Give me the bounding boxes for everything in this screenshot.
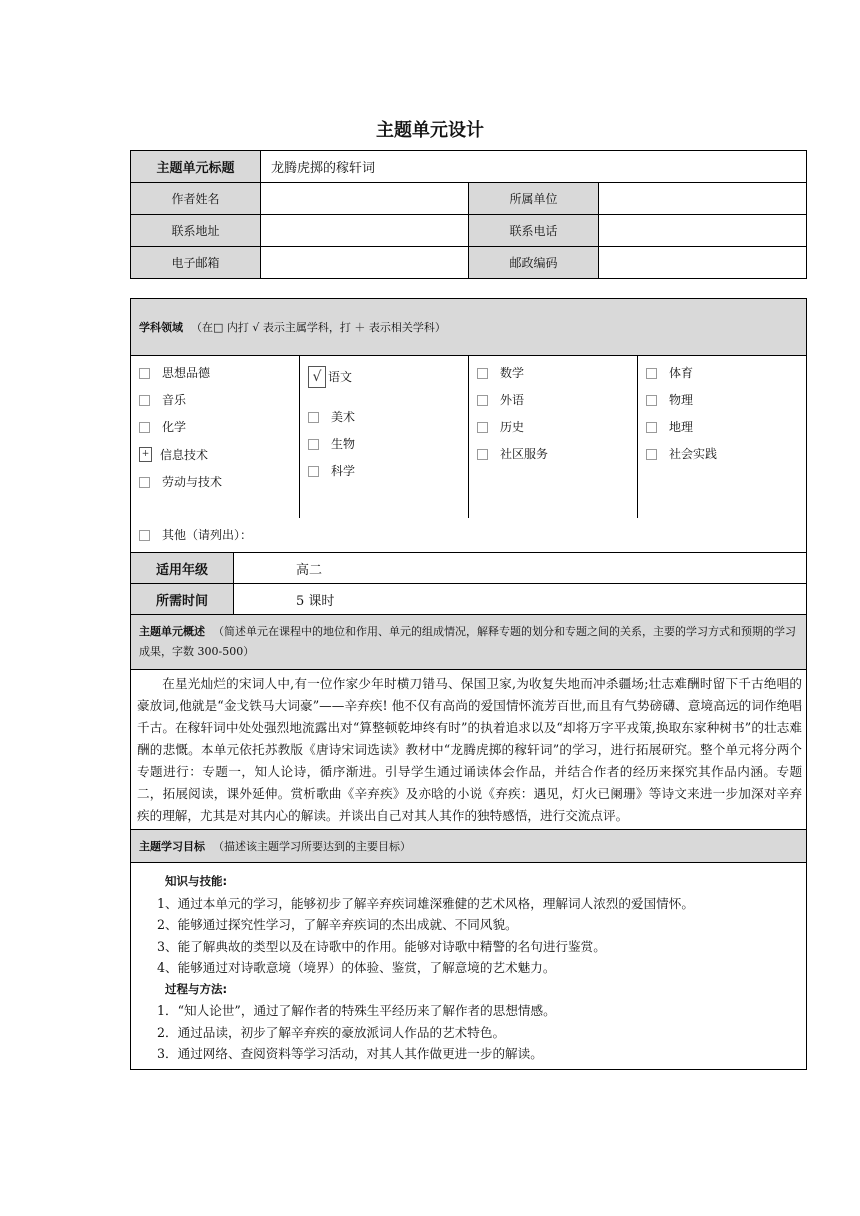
checkbox-checked[interactable]: √ [308,366,326,388]
subject-item[interactable]: 劳动与技术 [139,475,299,489]
goals-text[interactable] [131,863,807,1070]
checkbox-plus[interactable]: + [139,447,152,462]
goals-header-row [131,830,807,863]
checkbox[interactable] [139,530,150,541]
subject-header-row [131,299,807,356]
subject-item[interactable]: 生物 [308,437,468,451]
overview-label: 主题单元概述 [139,625,205,638]
subject-item[interactable]: 美术 [308,410,468,424]
email-field[interactable] [261,247,469,279]
subject-item[interactable]: 外语 [477,393,637,407]
time-row [131,584,807,615]
time-value[interactable]: 5 课时 [234,584,807,615]
checkbox[interactable] [646,368,657,379]
grade-label: 适用年级 [131,553,234,584]
author-label: 作者姓名 [131,183,261,215]
email-row [131,247,807,279]
checkbox[interactable] [308,439,319,450]
phone-label: 联系电话 [469,215,599,247]
grade-value[interactable]: 高二 [234,553,807,584]
subject-item[interactable]: + 信息技术 [139,447,299,462]
author-field[interactable] [261,183,469,215]
checkbox[interactable] [139,477,150,488]
org-label: 所属单位 [469,183,599,215]
subject-item[interactable]: √ 语文 [308,366,468,388]
checkbox[interactable] [139,422,150,433]
subject-item[interactable]: 历史 [477,420,637,434]
overview-header-row [131,615,807,670]
unit-title-label: 主题单元标题 [131,151,261,183]
goal-item: 1．“知人论世”，通过了解作者的特殊生平经历来了解作者的思想情感。 [157,1003,556,1018]
unit-title-value[interactable]: 龙腾虎掷的稼轩词 [261,151,807,183]
goal-item: 1、通过本单元的学习，能够初步了解辛弃疾词雄深雅健的艺术风格，理解词人浓烈的爱国情怀。 [157,895,694,911]
overview-text[interactable]: 在星光灿烂的宋词人中,有一位作家少年时横刀错马、保国卫家,为收复失地而冲杀疆场;壮志难酬时留下千古绝唱的豪放词,他就是“金戈铁马大词豪”——辛弃疾! 他不仅有高尚的爱国情怀流芳百世,而且有气势磅礴、意境高远的词作绝唱千古。在稼轩词中处处强烈地流露出对“算整顿乾坤终有时”的执着追求以及“却将万字平戎策,换取东家种树书”的壮志难酬的悲慨。本单元依托苏教版《唐诗宋词选读》教材中“龙腾虎掷的稼轩词”的学习，进行拓展研究。整个单元将分两个专题进行：专题一，知人论诗，循序渐进。引导学生通过诵读体会作品，并结合作者的经历来探究其作品内涵。专题二，拓展阅读，课外延伸。赏析歌曲《辛弃疾》及亦晗的小说《弃疾：遇见，灯火已阑珊》等诗文来进一步加深对辛弃疾的理解，尤其是对其内心的解读。并谈出自己对其人其作的独特感悟，进行交流点评。 [131,670,807,830]
overview-body-row [131,670,807,830]
checkbox[interactable] [139,368,150,379]
unit-title-row [131,151,807,183]
info-table [130,150,807,279]
address-field[interactable] [261,215,469,247]
checkbox[interactable] [477,368,488,379]
checkbox[interactable] [477,422,488,433]
goal-item: 3．通过网络、查阅资料等学习活动，对其人其作做更进一步的解读。 [157,1046,543,1061]
subject-item-other[interactable]: 其他（请列出）： [139,528,806,542]
subject-column-4 [638,356,807,519]
subject-column-1 [131,356,300,519]
subject-instruction: （在□ 内打 √ 表示主属学科，打 ＋ 表示相关学科） [191,321,446,334]
phone-field[interactable] [599,215,807,247]
subject-column-2 [300,356,469,519]
checkbox[interactable] [477,449,488,460]
subject-area-label: 学科领域 [139,321,183,334]
overview-instruction: （简述单元在课程中的地位和作用、单元的组成情况，解释专题的划分和专题之间的关系，主要的学习方式和预期的学习成果，字数 300-500） [139,625,796,658]
checkbox[interactable] [646,449,657,460]
checkbox[interactable] [477,395,488,406]
goal-item: 2、能够通过探究性学习，了解辛弃疾词的杰出成就、不同风貌。 [157,917,518,932]
address-row [131,215,807,247]
author-row [131,183,807,215]
subject-item[interactable]: 思想品德 [139,366,299,380]
checkbox[interactable] [139,395,150,406]
subject-item[interactable]: 社区服务 [477,447,637,461]
checkbox[interactable] [646,422,657,433]
subject-item[interactable]: 社会实践 [646,447,806,461]
subject-item[interactable]: 地理 [646,420,806,434]
postal-label: 邮政编码 [469,247,599,279]
checkbox[interactable] [308,466,319,477]
subject-item[interactable]: 科学 [308,464,468,478]
goal-item: 3、能了解典故的类型以及在诗歌中的作用。能够对诗歌中精警的名句进行鉴赏。 [157,938,606,954]
address-label: 联系地址 [131,215,261,247]
knowledge-title: 知识与技能: [165,874,228,888]
time-label: 所需时间 [131,584,234,615]
checkbox[interactable] [308,412,319,423]
other-subject-row [131,518,807,553]
subject-item[interactable]: 体育 [646,366,806,380]
subject-item[interactable]: 物理 [646,393,806,407]
subject-item[interactable]: 化学 [139,420,299,434]
page-title: 主题单元设计 [376,120,484,141]
goal-item: 4、能够通过对诗歌意境（境界）的体验、鉴赏，了解意境的艺术魅力。 [157,960,556,975]
org-field[interactable] [599,183,807,215]
postal-field[interactable] [599,247,807,279]
process-title: 过程与方法: [165,981,228,996]
grade-row [131,553,807,584]
subject-column-3 [469,356,638,519]
subject-item[interactable]: 数学 [477,366,637,380]
goals-body-row [131,863,807,1070]
goal-item: 2．通过品读，初步了解辛弃疾的豪放派词人作品的艺术特色。 [157,1024,506,1040]
goals-label: 主题学习目标 [139,840,205,853]
goals-instruction: （描述该主题学习所要达到的主要目标） [213,840,411,853]
unit-design-table [130,298,807,1070]
checkbox[interactable] [646,395,657,406]
email-label: 电子邮箱 [131,247,261,279]
subject-grid-row [131,356,807,519]
subject-item[interactable]: 音乐 [139,393,299,407]
